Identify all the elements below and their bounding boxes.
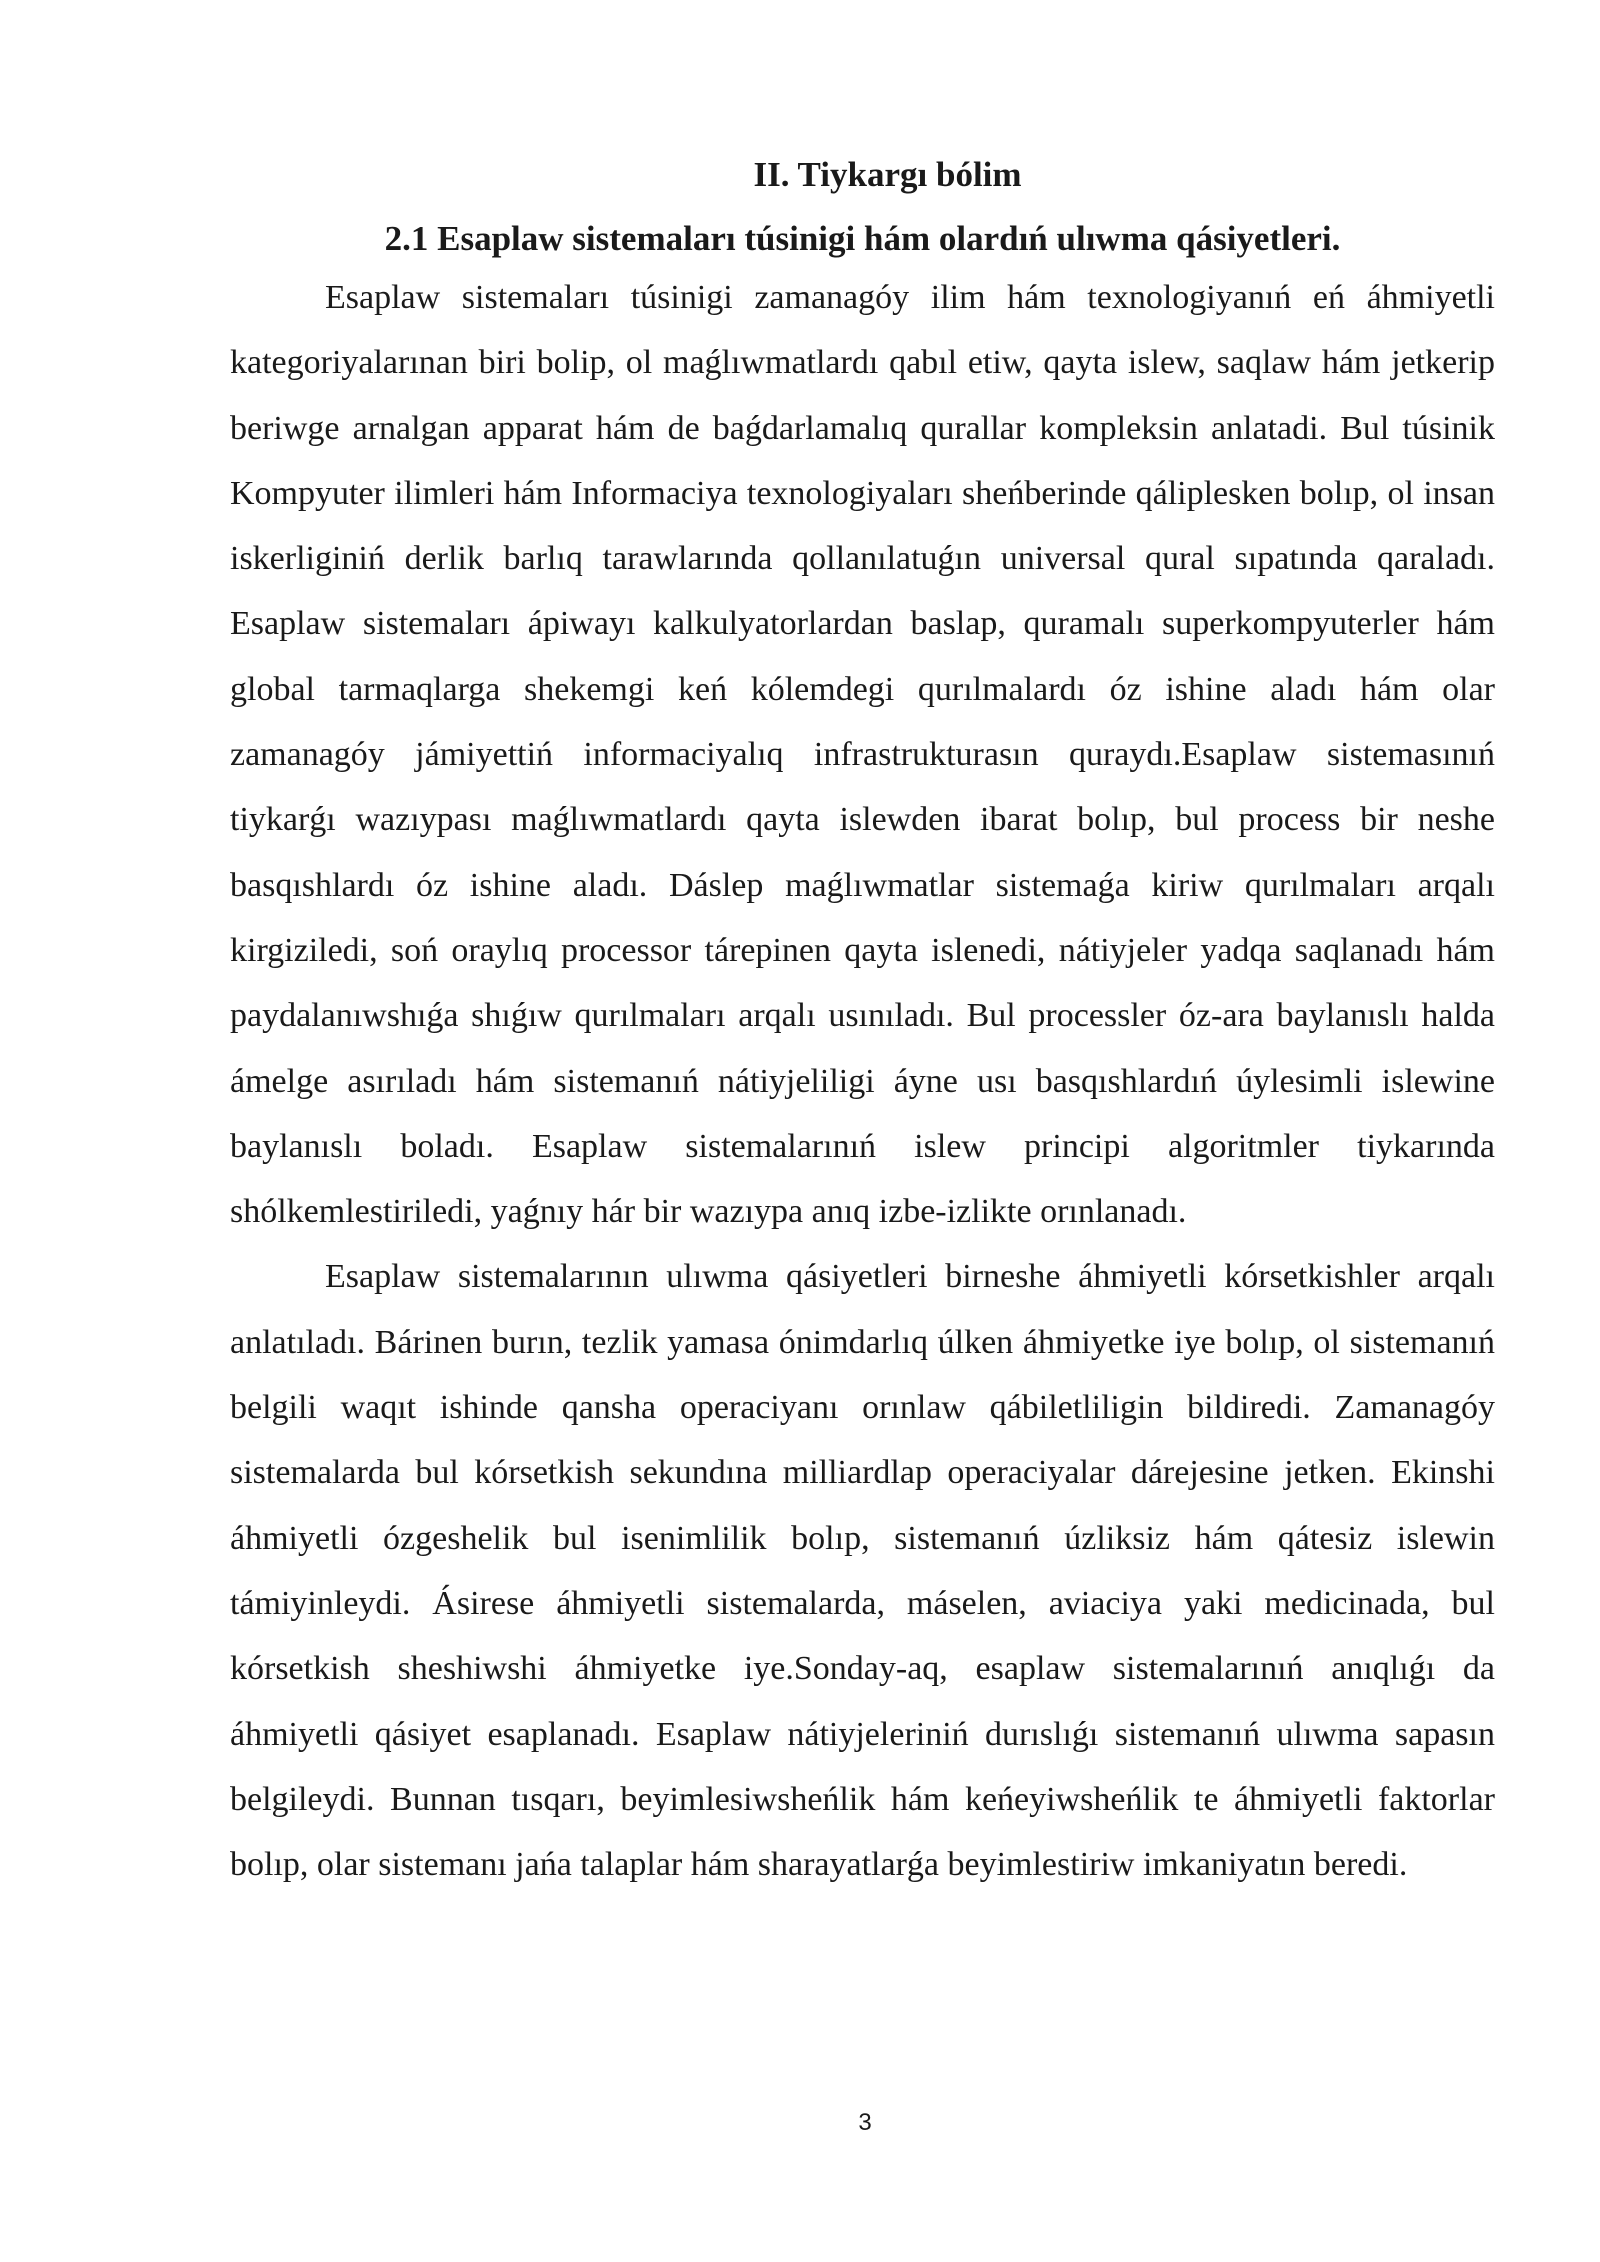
body-paragraph: Esaplaw sistemalarının ulıwma qásiyetleri birneshe áhmiyetli kórsetkishler arqalı anlatıladı. Bárinen burın, tezlik yamasa ónimdarlıq úlken áhmiyetke iye bolıp, ol sistemanıń belgili waqıt ishinde qansha operaciyanı orınlaw qábiletliligin bildiredi. Zamanagóy sistemalarda bul kórsetkish sekundına milliardlap operaciyalar dárejesine jetken. Ekinshi áhmiyetli ózgeshelik bul isenimlilik bolıp, sistemanıń úzliksiz hám qátesiz islewin támiyinleydi. Ásirese áhmiyetli sistemalarda, máselen, aviaciya yaki medicinada, bul kórsetkish sheshiwshi áhmiyetke iye.Sonday-aq, esaplaw sistemalarınıń anıqlıǵı da áhmiyetli qásiyet esaplanadı. Esaplaw nátiyjeleriniń durıslıǵı sistemanıń ulıwma sapasın belgileydi. Bunnan tısqarı, beyimlesiwsheńlik hám keńeyiwsheńlik te áhmiyetli faktorlar bolıp, olar sistemanı jańa talaplar hám sharayatlarǵa beyimlestiriw imkaniyatın beredi. xyxy=(230,1258,1495,1884)
section-heading: 2.1 Esaplaw sistemaları túsinigi hám olardıń ulıwma qásiyetleri. xyxy=(384,219,1341,258)
chapter-heading: II. Tiykargı bólim xyxy=(753,155,1022,194)
page-number: 3 xyxy=(858,2109,872,2136)
body-paragraph: Esaplaw sistemaları túsinigi zamanagóy ilim hám texnologiyanıń eń áhmiyetli kategoriyalarınan biri bolip, ol maǵlıwmatlardı qabıl etiw, qayta islew, saqlaw hám jetkerip beriwge arnalgan apparat hám de baǵdarlamalıq qurallar kompleksin anlatadi. Bul túsinik Kompyuter ilimleri hám Informaciya texnologiyaları sheńberinde qáliplesken bolıp, ol insan iskerliginiń derlik barlıq tarawlarında qollanılatuǵın universal qural sıpatında qaraladı. Esaplaw sistemaları ápiwayı kalkulyatorlardan baslap, quramalı superkompyuterler hám global tarmaqlarga shekemgi keń kólemdegi qurılmalardı óz ishine aladı hám olar zamanagóy jámiyettiń informaciyalıq infrastrukturasın quraydı.Esaplaw sistemasınıń tiykarǵı wazıypası maǵlıwmatlardı qayta islewden ibarat bolıp, bul process bir neshe basqıshlardı óz ishine aladı. Dáslep maǵlıwmatlar sistemaǵa kiriw qurılmaları arqalı kirgiziledi, soń oraylıq processor tárepinen qayta islenedi, nátiyjeler yadqa saqlanadı hám paydalanıwshıǵa shıǵıw qurılmaları arqalı usınıladı. Bul processler óz-ara baylanıslı halda ámelge asırıladı hám sistemanıń nátiyjeliligi áyne usı basqıshlardıń úylesimli islewine baylanıslı boladı. Esaplaw sistemalarınıń islew principi algoritmler tiykarında shólkemlestiriledi, yaǵnıy hár bir wazıypa anıq izbe-izlikte orınlanadı. xyxy=(230,279,1495,1231)
page-content xyxy=(230,150,1495,1897)
